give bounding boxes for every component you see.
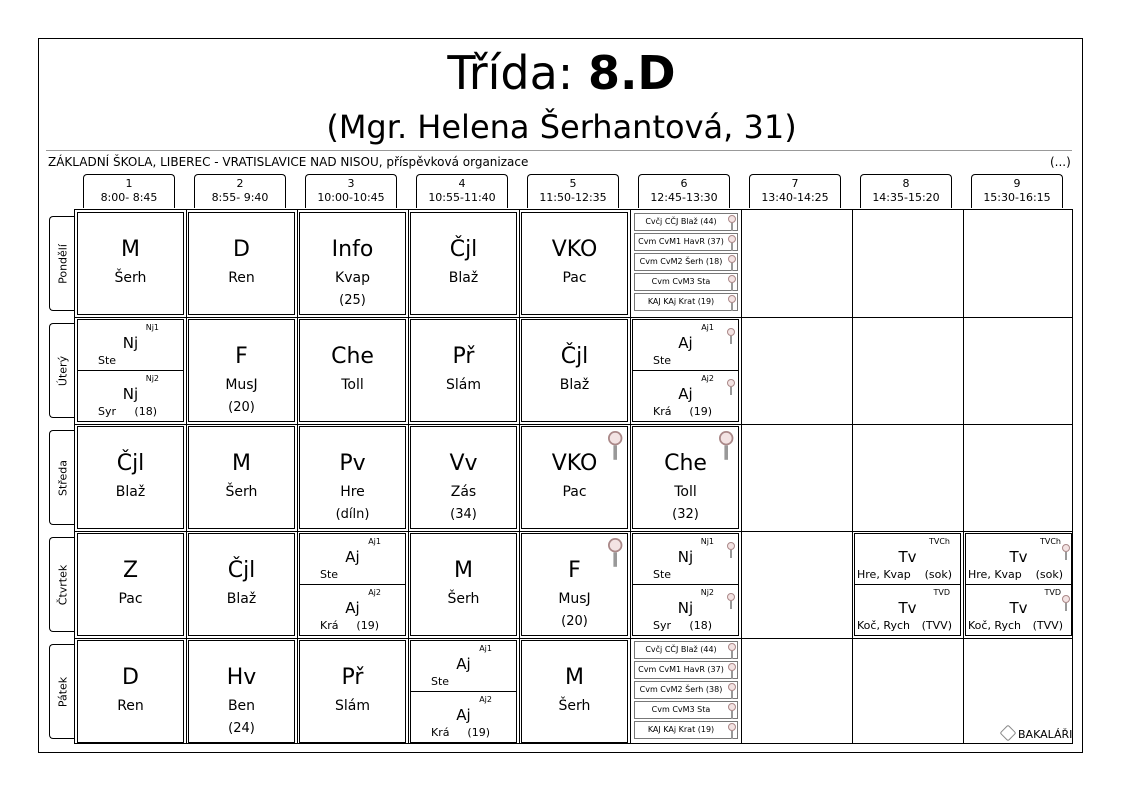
group-lesson-label: Cvm CvM1 HavR (37) xyxy=(638,665,724,674)
hour-header-2 xyxy=(194,174,286,208)
grid-hline xyxy=(75,317,1072,318)
teacher-abbr: MusJ xyxy=(558,591,591,607)
hour-time: 12:45-13:30 xyxy=(650,191,718,204)
grid-hline xyxy=(75,638,1072,639)
group-name: Aj1 xyxy=(368,537,381,546)
lesson-cell[interactable] xyxy=(299,533,406,636)
group-name: Nj1 xyxy=(700,537,714,546)
hour-number: 9 xyxy=(1013,177,1021,190)
group-name: Aj2 xyxy=(701,374,714,383)
group-lesson[interactable] xyxy=(633,585,738,636)
group-lesson-label: Cvčj CČJ Blaž (44) xyxy=(645,217,717,226)
day-label-0 xyxy=(49,216,75,311)
room-label: (díln) xyxy=(335,507,370,522)
subject-abbr: F xyxy=(568,558,581,583)
key-icon xyxy=(728,723,736,739)
hour-number: 5 xyxy=(569,177,577,190)
key-icon xyxy=(728,643,736,659)
lesson-cell[interactable] xyxy=(188,319,295,422)
hour-number: 1 xyxy=(125,177,133,190)
key-icon xyxy=(728,235,736,251)
group-lesson[interactable] xyxy=(634,701,738,719)
room-label: (18) xyxy=(689,619,712,632)
group-lesson[interactable] xyxy=(855,534,960,585)
group-lesson[interactable] xyxy=(411,641,516,692)
teacher-abbr: Toll xyxy=(674,484,697,500)
key-icon xyxy=(727,379,735,395)
subject-abbr: Pv xyxy=(339,451,366,476)
subject-abbr: Aj xyxy=(345,548,360,566)
group-lesson-label: KAJ KAj Krat (19) xyxy=(647,725,715,734)
teacher-abbr: Ben xyxy=(227,698,256,714)
room-label: (18) xyxy=(134,405,157,418)
group-name: TVCh xyxy=(928,537,950,546)
teacher-abbr: Ren xyxy=(228,270,255,286)
subject-abbr: Nj xyxy=(122,334,139,352)
day-label-4 xyxy=(49,644,75,739)
key-icon xyxy=(727,593,735,609)
lesson-cell[interactable] xyxy=(77,426,184,529)
subject-abbr: Vv xyxy=(449,451,478,476)
hour-number: 4 xyxy=(458,177,466,190)
group-lesson[interactable] xyxy=(855,585,960,636)
lesson-cell[interactable] xyxy=(632,426,739,529)
lesson-cell[interactable] xyxy=(521,533,628,636)
lesson-cell[interactable] xyxy=(965,533,1072,636)
subject-abbr: Aj xyxy=(456,706,471,724)
group-lesson[interactable] xyxy=(634,293,738,311)
subject-abbr: Aj xyxy=(345,599,360,617)
lesson-cell[interactable] xyxy=(188,426,295,529)
subject-abbr: M xyxy=(454,558,473,583)
hour-number: 8 xyxy=(902,177,910,190)
room-label: (24) xyxy=(228,721,255,736)
room-label: (19) xyxy=(689,405,712,418)
bakalari-logo-icon xyxy=(1000,725,1017,742)
day-label-2 xyxy=(49,430,75,525)
group-lesson[interactable] xyxy=(634,661,738,679)
lesson-cell[interactable] xyxy=(854,533,961,636)
room-label: (34) xyxy=(450,507,477,522)
lesson-cell[interactable] xyxy=(521,640,628,743)
room-label: (20) xyxy=(228,400,255,415)
grid-hline xyxy=(75,531,1072,532)
subject-abbr: Tv xyxy=(1009,548,1028,566)
subject-abbr: M xyxy=(565,665,584,690)
teacher-abbr: Toll xyxy=(341,377,364,393)
hour-number: 7 xyxy=(791,177,799,190)
teacher-abbr: Blaž xyxy=(226,591,257,607)
key-icon xyxy=(1062,544,1070,560)
group-name: Nj1 xyxy=(145,323,159,332)
teacher-abbr: Slám xyxy=(446,377,481,393)
key-icon xyxy=(728,275,736,291)
brand-label: BAKALÁŘI xyxy=(1018,728,1073,741)
subject-abbr: F xyxy=(235,344,248,369)
hour-time: 8:55- 9:40 xyxy=(211,191,269,204)
subject-abbr: Aj xyxy=(678,334,693,352)
subject-abbr: M xyxy=(121,237,140,262)
group-lesson[interactable] xyxy=(633,371,738,422)
subject-abbr: VKO xyxy=(551,237,598,262)
room-label: (25) xyxy=(339,293,366,308)
lesson-cell[interactable] xyxy=(632,640,739,743)
subject-abbr: VKO xyxy=(551,451,598,476)
subject-abbr: Tv xyxy=(898,548,917,566)
subject-abbr: Nj xyxy=(677,548,694,566)
group-lesson[interactable] xyxy=(411,692,516,743)
teacher-abbr: Šerh xyxy=(225,484,258,500)
room-label: (sok) xyxy=(924,568,952,581)
day-name: Pátek xyxy=(56,676,69,707)
teacher-abbr: Krá xyxy=(653,405,672,418)
grid-vline xyxy=(186,210,187,743)
teacher-abbr: Ren xyxy=(117,698,144,714)
subject-abbr: Tv xyxy=(1009,599,1028,617)
lesson-cell[interactable] xyxy=(410,212,517,315)
hour-time: 8:00- 8:45 xyxy=(100,191,158,204)
key-icon xyxy=(728,255,736,271)
day-name: Čtvrtek xyxy=(56,564,69,605)
lesson-cell[interactable] xyxy=(632,319,739,422)
subject-abbr: Tv xyxy=(898,599,917,617)
subject-abbr: Př xyxy=(452,344,475,369)
group-name: Aj1 xyxy=(479,644,492,653)
grid-vline xyxy=(963,210,964,743)
teacher-abbr: Syr xyxy=(98,405,117,418)
teacher-abbr: Ste xyxy=(431,675,450,688)
teacher-abbr: Šerh xyxy=(114,270,147,286)
group-name: Nj2 xyxy=(700,588,714,597)
teacher-abbr: Koč, Rych xyxy=(857,619,911,632)
subject-abbr: Che xyxy=(331,344,374,369)
key-icon xyxy=(1062,595,1070,611)
hour-header-5 xyxy=(527,174,619,208)
teacher-abbr: MusJ xyxy=(225,377,258,393)
teacher-abbr: Ste xyxy=(653,568,672,581)
school-name: ZÁKLADNÍ ŠKOLA, LIBEREC - VRATISLAVICE NAD NISOU, příspěvková organizace xyxy=(48,155,529,169)
hour-number: 2 xyxy=(236,177,244,190)
hour-header-4 xyxy=(416,174,508,208)
group-lesson-label: KAJ KAj Krat (19) xyxy=(647,297,715,306)
teacher-abbr: Pac xyxy=(562,270,587,286)
subject-abbr: D xyxy=(122,665,139,690)
key-icon xyxy=(728,215,736,231)
hour-time: 10:00-10:45 xyxy=(317,191,385,204)
group-lesson[interactable] xyxy=(634,253,738,271)
hour-header-6 xyxy=(638,174,730,208)
teacher-abbr: Šerh xyxy=(447,591,480,607)
group-lesson-label: Cvčj CČJ Blaž (44) xyxy=(645,645,717,654)
subject-abbr: Nj xyxy=(122,385,139,403)
lesson-cell[interactable] xyxy=(410,426,517,529)
group-lesson[interactable] xyxy=(300,585,405,636)
grid-hline xyxy=(75,424,1072,425)
key-icon xyxy=(608,431,622,460)
separator xyxy=(46,150,1072,151)
subject-abbr: Čjl xyxy=(227,558,256,583)
subject-abbr: Aj xyxy=(678,385,693,403)
day-label-1 xyxy=(49,323,75,418)
teacher-abbr: Krá xyxy=(320,619,339,632)
group-lesson[interactable] xyxy=(634,721,738,739)
lesson-cell[interactable] xyxy=(521,319,628,422)
teacher-abbr: Ste xyxy=(98,354,117,367)
lesson-cell[interactable] xyxy=(299,212,406,315)
subject-abbr: Aj xyxy=(456,655,471,673)
hour-header-1 xyxy=(83,174,175,208)
key-icon xyxy=(728,295,736,311)
lesson-cell[interactable] xyxy=(77,212,184,315)
teacher-abbr: Kvap xyxy=(335,270,370,286)
title-prefix: Třída: xyxy=(447,46,588,100)
grid-vline xyxy=(852,210,853,743)
group-lesson[interactable] xyxy=(634,641,738,659)
teacher-abbr: Krá xyxy=(431,726,450,739)
room-label: (19) xyxy=(356,619,379,632)
group-name: Aj2 xyxy=(479,695,492,704)
day-name: Středa xyxy=(56,459,69,496)
class-name: 8.D xyxy=(587,46,676,100)
hour-time: 14:35-15:20 xyxy=(872,191,940,204)
key-icon xyxy=(608,538,622,567)
subject-abbr: Př xyxy=(341,665,364,690)
teacher-abbr: Hre, Kvap xyxy=(968,568,1022,581)
page-title xyxy=(0,46,1123,100)
day-name: Úterý xyxy=(56,355,69,386)
subject-abbr: Che xyxy=(664,451,707,476)
group-lesson-label: Cvm CvM3 Sta xyxy=(651,705,711,714)
group-lesson[interactable] xyxy=(634,233,738,251)
subject-abbr: Info xyxy=(331,237,374,262)
grid-vline xyxy=(408,210,409,743)
class-teacher: (Mgr. Helena Šerhantová, 31) xyxy=(326,108,797,146)
grid-vline xyxy=(519,210,520,743)
lesson-cell[interactable] xyxy=(188,533,295,636)
subject-abbr: Čjl xyxy=(560,344,589,369)
hour-time: 10:55-11:40 xyxy=(428,191,496,204)
lesson-cell[interactable] xyxy=(521,426,628,529)
group-name: TVCh xyxy=(1039,537,1061,546)
teacher-abbr: Slám xyxy=(335,698,370,714)
group-name: Aj2 xyxy=(368,588,381,597)
room-label: (sok) xyxy=(1035,568,1063,581)
teacher-abbr: Hre, Kvap xyxy=(857,568,911,581)
group-lesson[interactable] xyxy=(634,273,738,291)
teacher-abbr: Pac xyxy=(562,484,587,500)
hour-header-7 xyxy=(749,174,841,208)
room-label: (32) xyxy=(672,507,699,522)
teacher-abbr: Pac xyxy=(118,591,143,607)
teacher-abbr: Ste xyxy=(320,568,339,581)
group-lesson-label: Cvm CvM2 Šerh (38) xyxy=(639,685,723,694)
teacher-abbr: Blaž xyxy=(115,484,146,500)
teacher-abbr: Ste xyxy=(653,354,672,367)
grid-vline xyxy=(741,210,742,743)
group-lesson[interactable] xyxy=(78,371,183,422)
group-lesson[interactable] xyxy=(633,534,738,585)
subject-abbr: Nj xyxy=(677,599,694,617)
lesson-cell[interactable] xyxy=(410,640,517,743)
room-label: (TVV) xyxy=(1032,619,1063,632)
lesson-cell[interactable] xyxy=(632,533,739,636)
day-label-3 xyxy=(49,537,75,632)
group-lesson-label: Cvm CvM1 HavR (37) xyxy=(638,237,724,246)
hour-header-3 xyxy=(305,174,397,208)
key-icon xyxy=(728,663,736,679)
key-icon xyxy=(727,542,735,558)
lesson-cell[interactable] xyxy=(410,319,517,422)
group-lesson-label: Cvm CvM3 Sta xyxy=(651,277,711,286)
lesson-cell[interactable] xyxy=(188,212,295,315)
room-label: (19) xyxy=(467,726,490,739)
grid-vline xyxy=(630,210,631,743)
hour-time: 11:50-12:35 xyxy=(539,191,607,204)
hour-header-9 xyxy=(971,174,1063,208)
group-lesson[interactable] xyxy=(78,320,183,371)
group-name: TVD xyxy=(1044,588,1061,597)
hour-header-8 xyxy=(860,174,952,208)
lesson-cell[interactable] xyxy=(77,319,184,422)
subject-abbr: Čjl xyxy=(116,451,145,476)
hour-number: 6 xyxy=(680,177,688,190)
lesson-cell[interactable] xyxy=(77,533,184,636)
teacher-abbr: Blaž xyxy=(559,377,590,393)
lesson-cell[interactable] xyxy=(299,640,406,743)
lesson-cell[interactable] xyxy=(521,212,628,315)
subject-abbr: Hv xyxy=(226,665,257,690)
group-lesson-label: Cvm CvM2 Šerh (18) xyxy=(639,257,723,266)
subject-abbr: M xyxy=(232,451,251,476)
room-label: (20) xyxy=(561,614,588,629)
group-lesson[interactable] xyxy=(300,534,405,585)
room-label: (TVV) xyxy=(921,619,952,632)
teacher-abbr: Šerh xyxy=(558,698,591,714)
teacher-abbr: Hre xyxy=(340,484,365,500)
bakalari-brand xyxy=(1002,727,1072,741)
hour-number: 3 xyxy=(347,177,355,190)
lesson-cell[interactable] xyxy=(299,426,406,529)
subject-abbr: Z xyxy=(122,558,139,583)
lesson-cell[interactable] xyxy=(632,212,739,315)
key-icon xyxy=(719,431,733,460)
group-name: Nj2 xyxy=(145,374,159,383)
teacher-abbr: Zás xyxy=(450,484,477,500)
group-lesson[interactable] xyxy=(966,534,1071,585)
teacher-abbr: Blaž xyxy=(448,270,479,286)
grid-vline xyxy=(297,210,298,743)
hour-time: 13:40-14:25 xyxy=(761,191,829,204)
day-name: Pondělí xyxy=(56,243,69,284)
group-lesson[interactable] xyxy=(634,681,738,699)
lesson-cell[interactable] xyxy=(77,640,184,743)
lesson-cell[interactable] xyxy=(410,533,517,636)
group-name: TVD xyxy=(933,588,950,597)
key-icon xyxy=(727,328,735,344)
key-icon xyxy=(728,683,736,699)
group-lesson[interactable] xyxy=(634,213,738,231)
group-lesson[interactable] xyxy=(966,585,1071,636)
teacher-abbr: Syr xyxy=(653,619,672,632)
teacher-abbr: Koč, Rych xyxy=(968,619,1022,632)
subject-abbr: Čjl xyxy=(449,237,478,262)
subject-abbr: D xyxy=(233,237,250,262)
key-icon xyxy=(728,703,736,719)
group-name: Aj1 xyxy=(701,323,714,332)
lesson-cell[interactable] xyxy=(188,640,295,743)
more-link[interactable]: (...) xyxy=(1050,155,1071,169)
hour-time: 15:30-16:15 xyxy=(983,191,1051,204)
group-lesson[interactable] xyxy=(633,320,738,371)
lesson-cell[interactable] xyxy=(299,319,406,422)
